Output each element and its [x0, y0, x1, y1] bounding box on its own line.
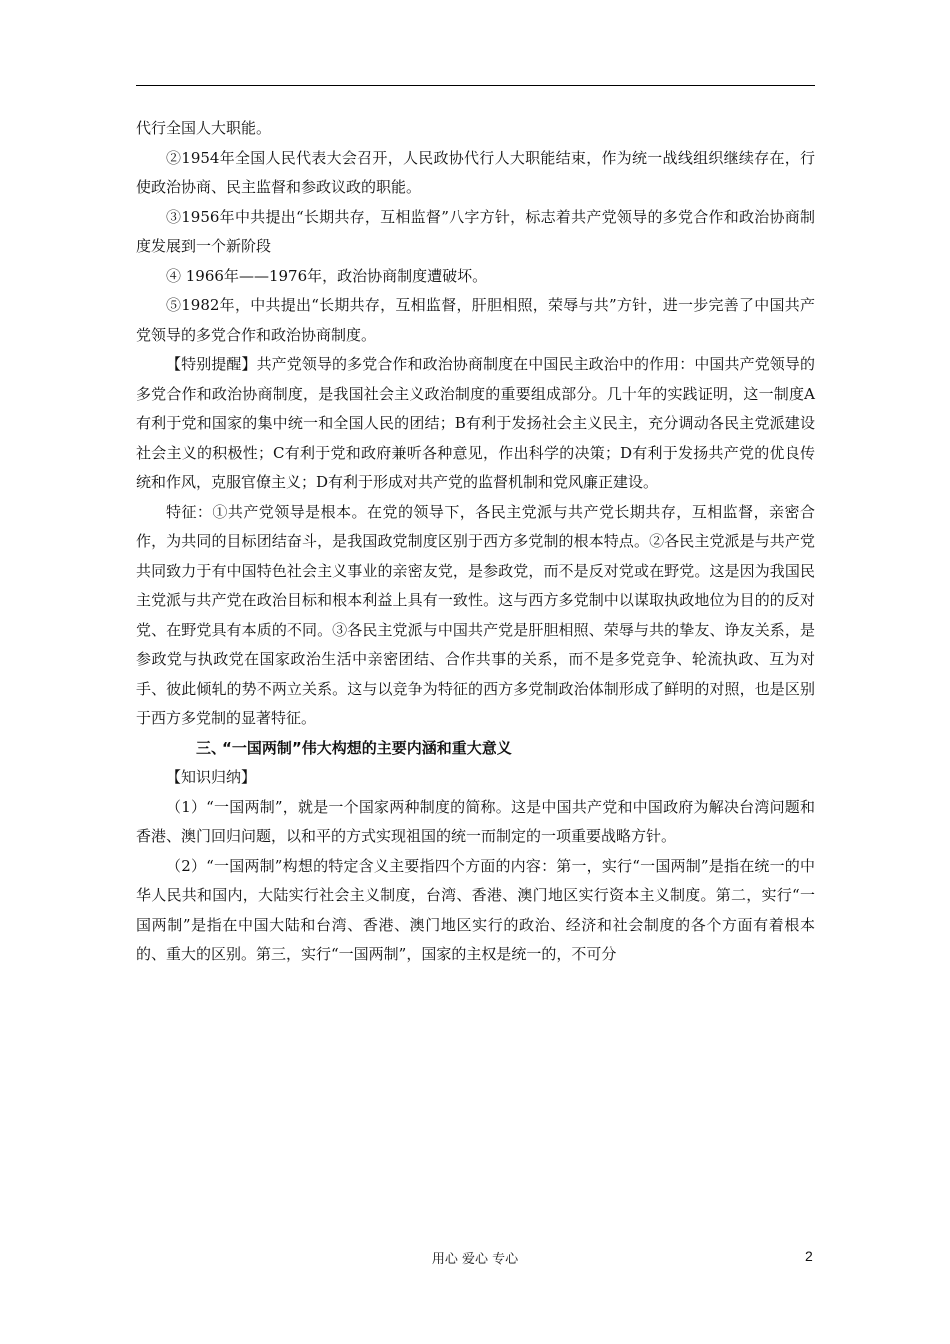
- section-number: 三、: [196, 738, 227, 757]
- header-rule: [136, 85, 815, 86]
- paragraph: ②1954年全国人民代表大会召开，人民政协代行人大职能结束，作为统一战线组织继续存在，行使政治协商、民主监督和参政议政的职能。: [136, 148, 815, 196]
- page-number: 2: [805, 1248, 813, 1264]
- paragraph: ④ 1966年——1976年，政治协商制度遭破坏。: [166, 266, 488, 285]
- section-title: “一国两制”伟大构想的主要内涵和重大意义: [222, 738, 512, 757]
- section-heading: [136, 734, 815, 764]
- document-body: [136, 114, 815, 970]
- paragraph: （1）“一国两制”，就是一个国家两种制度的简称。这是中国共产党和中国政府为解决台湾问题和香港、澳门回归问题，以和平的方式实现祖国的统一而制定的一项重要战略方针。: [136, 797, 815, 845]
- paragraph: ③1956年中共提出“长期共存，互相监督”八字方针，标志着共产党领导的多党合作和政治协商制度发展到一个新阶段: [136, 207, 815, 255]
- paragraph: 特征：①共产党领导是根本。在党的领导下，各民主党派与共产党长期共存，互相监督，亲密合作，为共同的目标团结奋斗，是我国政党制度区别于西方多党制的根本特点。②各民主党派是与共产党共同致力于有中国特色社会主义事业的亲密友党，是参政党，而不是反对党或在野党。这是因为我国民主党派与共产党在政治目标和根本利益上具有一致性。这与西方多党制中以谋取执政地位为目的的反对党、在野党具有本质的不同。③各民主党派与中国共产党是肝胆相照、荣辱与共的挚友、诤友关系，是参政党与执政党在国家政治生活中亲密团结、合作共事的关系，而不是多党竞争、轮流执政、互为对手、彼此倾轧的势不两立关系。这与以竞争为特征的西方多党制政治体制形成了鲜明的对照，也是区别于西方多党制的显著特征。: [136, 502, 815, 727]
- paragraph: （2）“一国两制”构想的特定含义主要指四个方面的内容：第一，实行“一国两制”是指在统一的中华人民共和国内，大陆实行社会主义制度，台湾、香港、澳门地区实行资本主义制度。第二，实行“一国两制”是指在中国大陆和台湾、香港、澳门地区实行的政治、经济和社会制度的各个方面有着根本的、重大的区别。第三，实行“一国两制”，国家的主权是统一的，不可分: [136, 856, 815, 963]
- paragraph: 【特别提醒】共产党领导的多党合作和政治协商制度在中国民主政治中的作用：中国共产党领导的多党合作和政治协商制度，是我国社会主义政治制度的重要组成部分。几十年的实践证明，这一制度A有利于党和国家的集中统一和全国人民的团结；B有利于发扬社会主义民主，充分调动各民主党派建设社会主义的积极性；C有利于党和政府兼听各种意见，作出科学的决策；D有利于发扬共产党的优良传统和作风，克服官僚主义；D有利于形成对共产党的监督机制和党风廉正建设。: [136, 355, 815, 491]
- paragraph: 代行全国人大职能。: [136, 119, 272, 137]
- paragraph: ⑤1982年，中共提出“长期共存，互相监督，肝胆相照，荣辱与共”方针，进一步完善了中国共产党领导的多党合作和政治协商制度。: [136, 296, 815, 344]
- footer-text: 用心 爱心 专心: [431, 1252, 519, 1267]
- paragraph: 【知识归纳】: [166, 768, 257, 786]
